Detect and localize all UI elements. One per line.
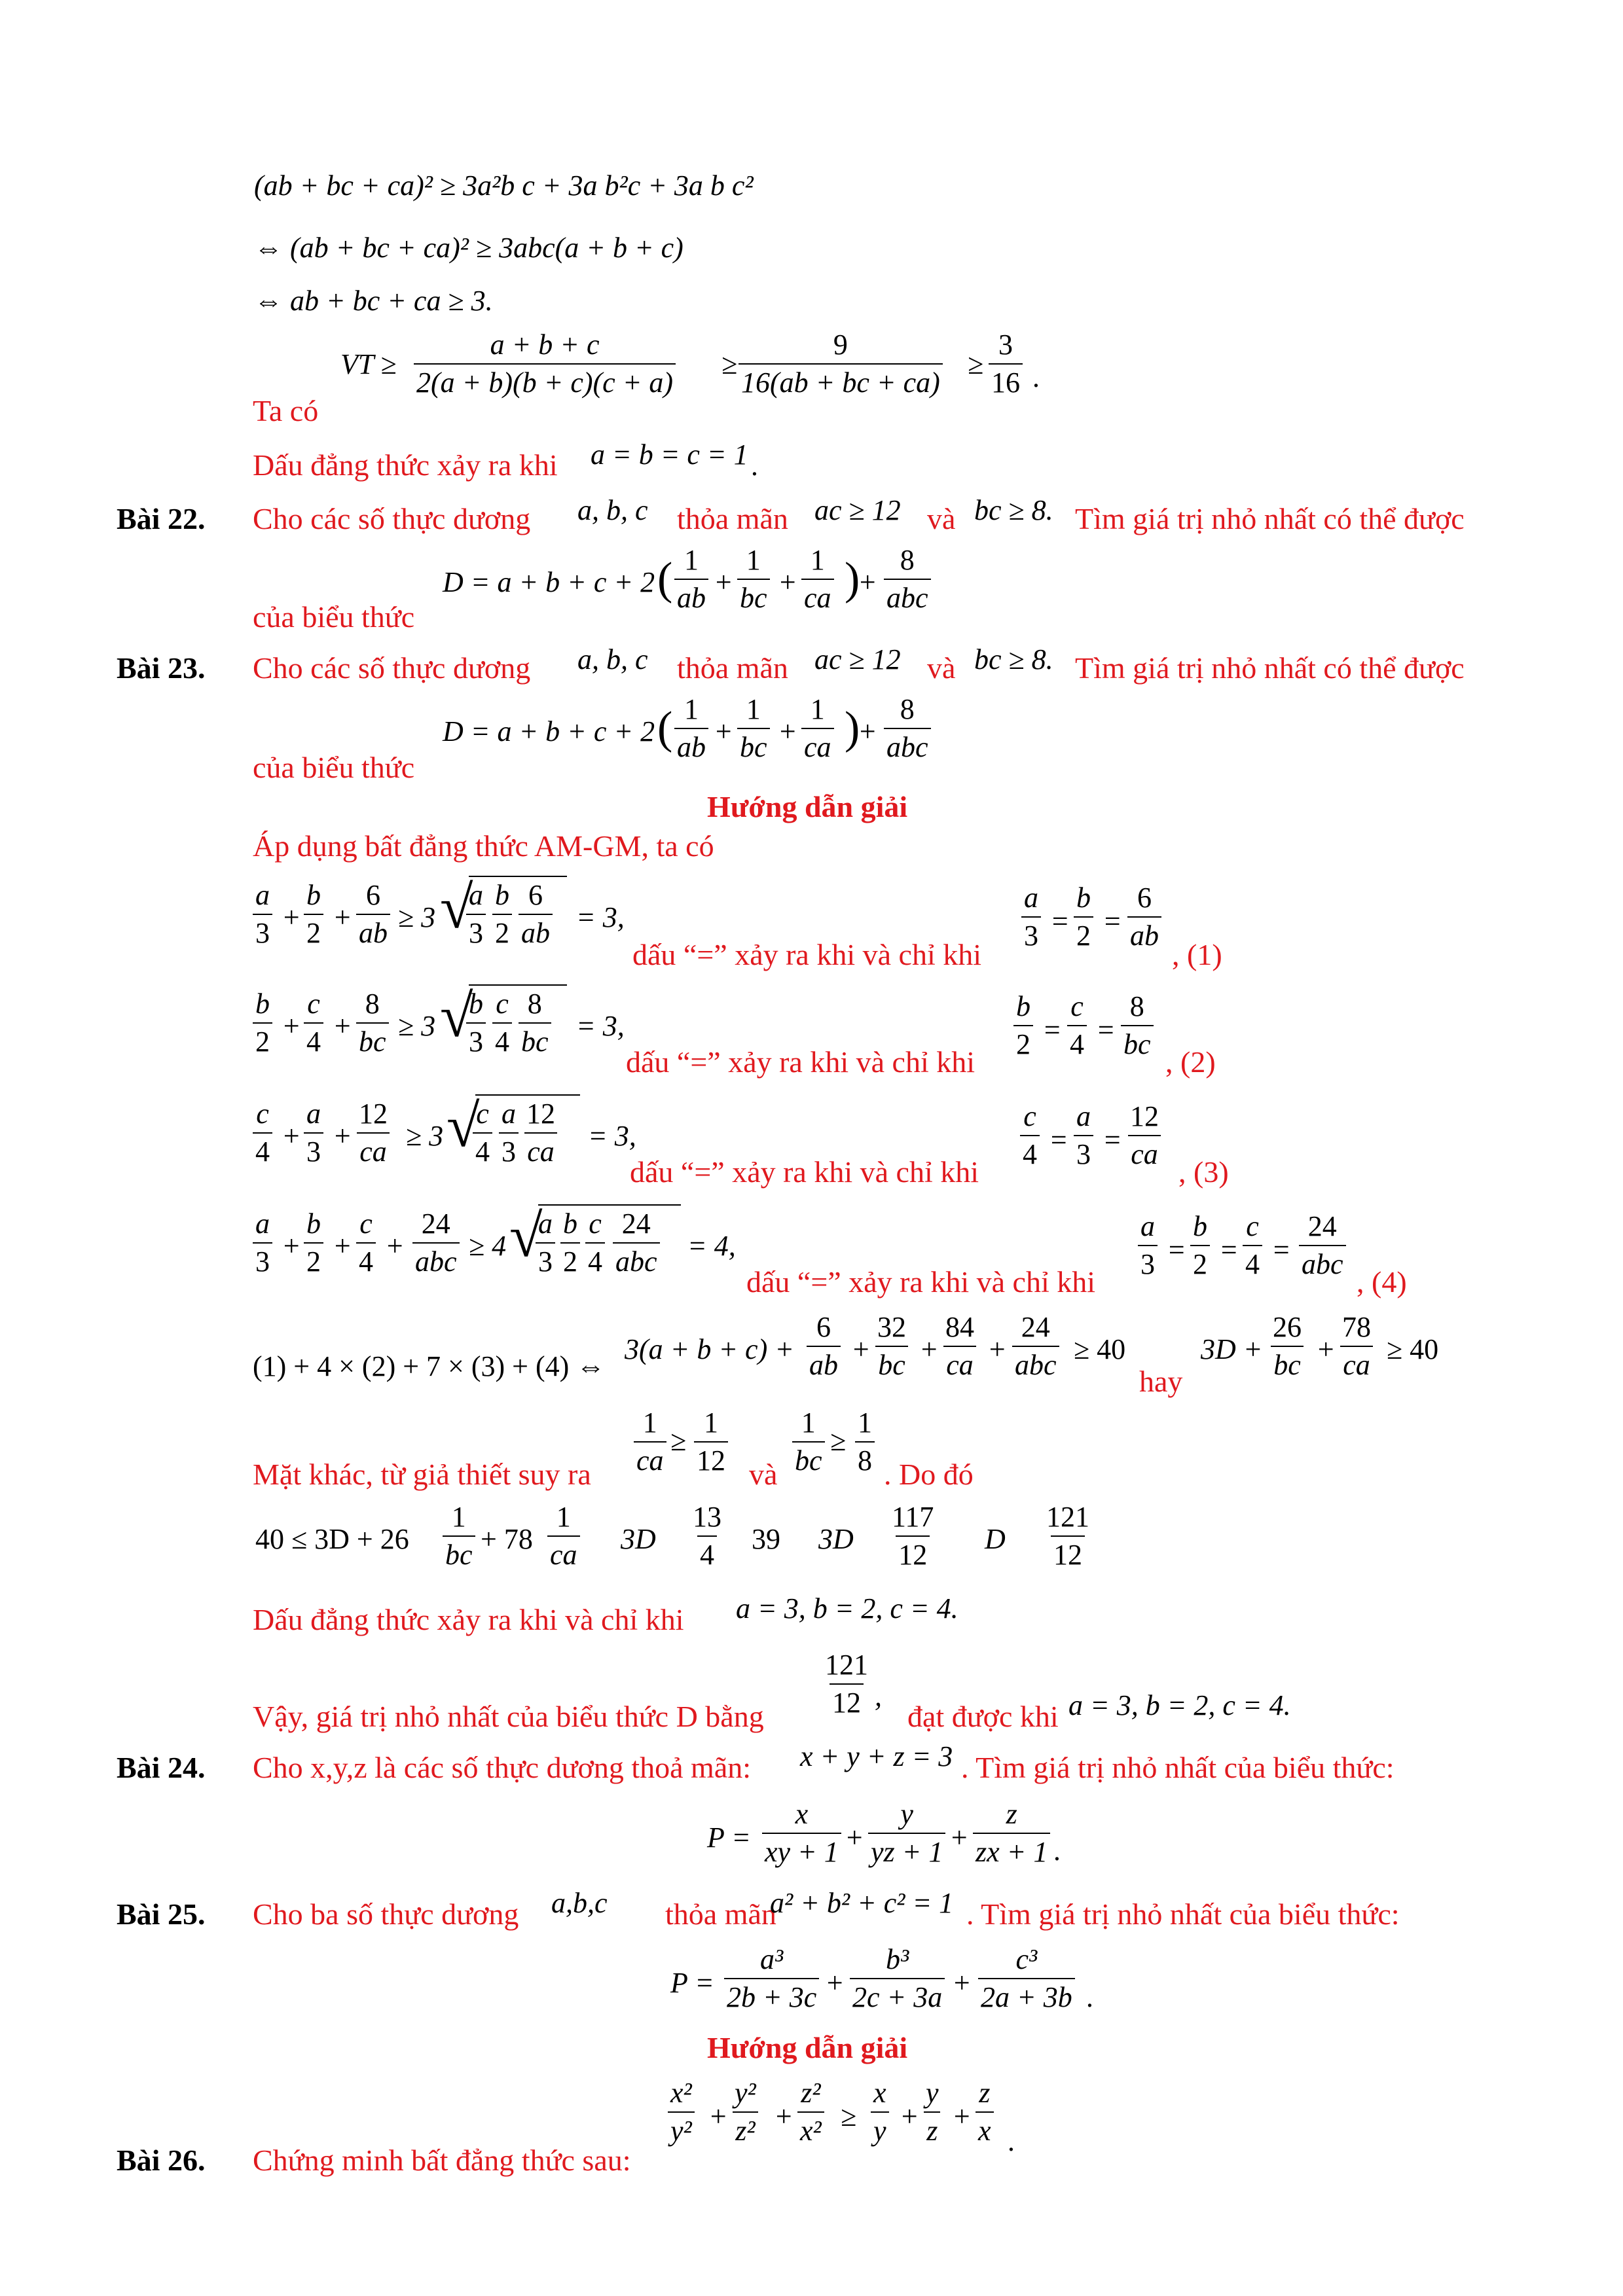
document-page: (ab + bc + ca)² ≥ 3a²b c + 3a b²c + 3a b c² ⇔ (ab + bc + ca)² ≥ 3abc(a + b + c) ⇔ ab + bc + ca ≥ 3. VT ≥ $\frac{a + b + c}{2(a + b)(b + c)(c + a)}$ ≥ $\frac{9}{16(ab + bc + ca)}$ ≥ $\frac{3}{16}$ . Ta có Dấu đẳng thức xảy ra khi a = b = c = 1 . Bài 22. Cho các số thực dương a, b, c thỏa mãn ac ≥ 12 và bc ≥ 8. Tìm giá trị nhỏ nhất có thể được D = a + b + c + 2 ( $\frac{1}{ab}$ + $\frac{1}{bc}$ + $\frac{1}{ca}$ ) + 8 abc của biểu thức Bài 23. Cho các số thực dương a, b, c thỏa mãn ac ≥ 12 và bc ≥ 8. Tìm giá trị nhỏ nhất có thể được D = a + b + c + 2 ( $\frac{1}{ab}$ + $\frac{1}{bc}$ + $\frac{1}{ca}$ ) + 8 abc của biểu thức Hướng dẫn giải Áp dụng bất đẳng thức AM-GM, ta có $\frac{a}{3}$ + $\frac{b}{2}$ + $\frac{6}{ab}$ ≥ 3 √ $\frac{a}{3}$ $\frac{b}{2}$ $\frac{6}{ab}$ = 3, dấu “=” xảy ra khi và chỉ khi $\frac{a}{3}$ = $\frac{b}{2}$ = $\frac{6}{ab}$ , (1) $\frac{b}{2}$ + $\frac{c}{4}$ + $\frac{8}{bc}$ ≥ 3 √ $\frac{b}{3}$ $\frac{c}{4}$ $\frac{8}{bc}$ = 3, dấu “=” xảy ra khi và chỉ khi $\frac{b}{2}$ = $\frac{c}{4}$ = $\frac{8}{bc}$ , (2) $\frac{c}{4}$ + $\frac{a}{3}$ + $\frac{12}{ca}$ ≥ 3 √ $\frac{c}{4}$ $\frac{a}{3}$ $\frac{12}{ca}$ = 3, dấu “=” xảy ra khi và chỉ khi $\frac{c}{4}$ = $\frac{a}{3}$ = $\frac{12}{ca}$ , (3) $\frac{a}{3}$ + $\frac{b}{2}$ + $\frac{c}{4}$ + 24 abc ≥ 4 √ $\frac{a}{3}$ $\frac{b}{2}$ $\frac{c}{4}$ 24 abc = 4, dấu “=” xảy ra khi và chỉ khi $\frac{a}{3}$ = $\frac{b}{2}$ = $\frac{c}{4}$ = 24 abc , (4) (1) + 4 × (2) + 7 × (3) + (4) ⇔ 3(a + b + c) + $\frac{6}{ab}$ + $\frac{32}{bc}$ + $\frac{84}{ca}$ + 24 abc ≥ 40 hay 3D + $\frac{26}{bc}$ + $\frac{78}{ca}$ ≥ 40 $\frac{1}{ca}$ ≥ $\frac{1}{12}$ $\frac{1}{bc}$ ≥ $\frac{1}{8}$ Mặt khác, từ giả thiết suy ra và . Do đó 40 ≤ 3D + 26 $\frac{1}{bc}$ + 78 $\frac{1}{ca}$ 3D $\frac{13}{4}$ 39 3D $\frac{117}{12}$ D $\frac{121}{12}$ Dấu đẳng thức xảy ra khi và chỉ khi a = 3, b = 2, c = 4. $\frac{121}{12}$ , Vậy, giá trị nhỏ nhất của biểu thức D bằng đạt được khi a = 3, b = 2, c = 4. Bài 24. Cho x,y,z là các số thực dương thoả mãn: x + y + z = 3 . Tìm giá trị nhỏ nhất của biểu thức: P = $\frac{x}{xy + 1}$ + $\frac{y}{yz + 1}$ + $\frac{z}{zx + 1}$ . Bài 25. Cho ba số thực dương a,b,c thỏa mãn a² + b² + c² = 1 . Tìm giá trị nhỏ nhất của biểu thức: P = $\frac{\text{a³}}{2b + 3c}$ + $\frac{\text{b³}}{2c + 3a}$ + $\frac{\text{c³}}{2a + 3b}$ . Hướng dẫn giải $\frac{\text{x²}}{\text{y²}}$ + $\frac{\text{y²}}{\text{z²}}$ + $\frac{\text{z²}}{\text{x²}}$ ≥ $\frac{x}{y}$ + $\frac{y}{z}$ + $\frac{z}{x}$ . Bài 26. Chứng minh bất đẳng thức sau:: [117, 170, 1465, 2177]
ineq-line-3: ⇔ ab + bc + ca ≥ 3.: [254, 285, 493, 317]
vt-fraction-2: $\frac{9}{16(ab + bc + ca)}$: [739, 331, 943, 397]
solution-heading-1: Hướng dẫn giải: [707, 790, 908, 823]
vt-label: VT ≥: [340, 348, 397, 380]
problem-24-label: Bài 24.: [117, 1751, 206, 1784]
sum-combination: (1) + 4 × (2) + 7 × (3) + (4) ⇔: [253, 1350, 606, 1382]
vt-fraction-1: $\frac{a + b + c}{2(a + b)(b + c)(c + a)}$: [414, 331, 676, 397]
equality-condition-text: Dấu đẳng thức xảy ra khi: [253, 448, 558, 482]
problem-25-label: Bài 25.: [117, 1897, 206, 1931]
problem-22-label: Bài 22.: [117, 502, 206, 535]
solution-heading-2: Hướng dẫn giải: [707, 2031, 908, 2064]
ineq-line-1: (ab + bc + ca)² ≥ 3a²b c + 3a b²c + 3a b c²: [254, 170, 754, 202]
problem-23-label: Bài 23.: [117, 651, 206, 685]
ta-co-text: Ta có: [253, 394, 319, 427]
ineq-line-2: ⇔ (ab + bc + ca)² ≥ 3abc(a + b + c): [254, 232, 684, 264]
expr-D: D = a + b + c + 2: [443, 566, 655, 598]
vt-fraction-3: $\frac{3}{16}$: [989, 331, 1023, 397]
problem-26-label: Bài 26.: [117, 2144, 206, 2177]
